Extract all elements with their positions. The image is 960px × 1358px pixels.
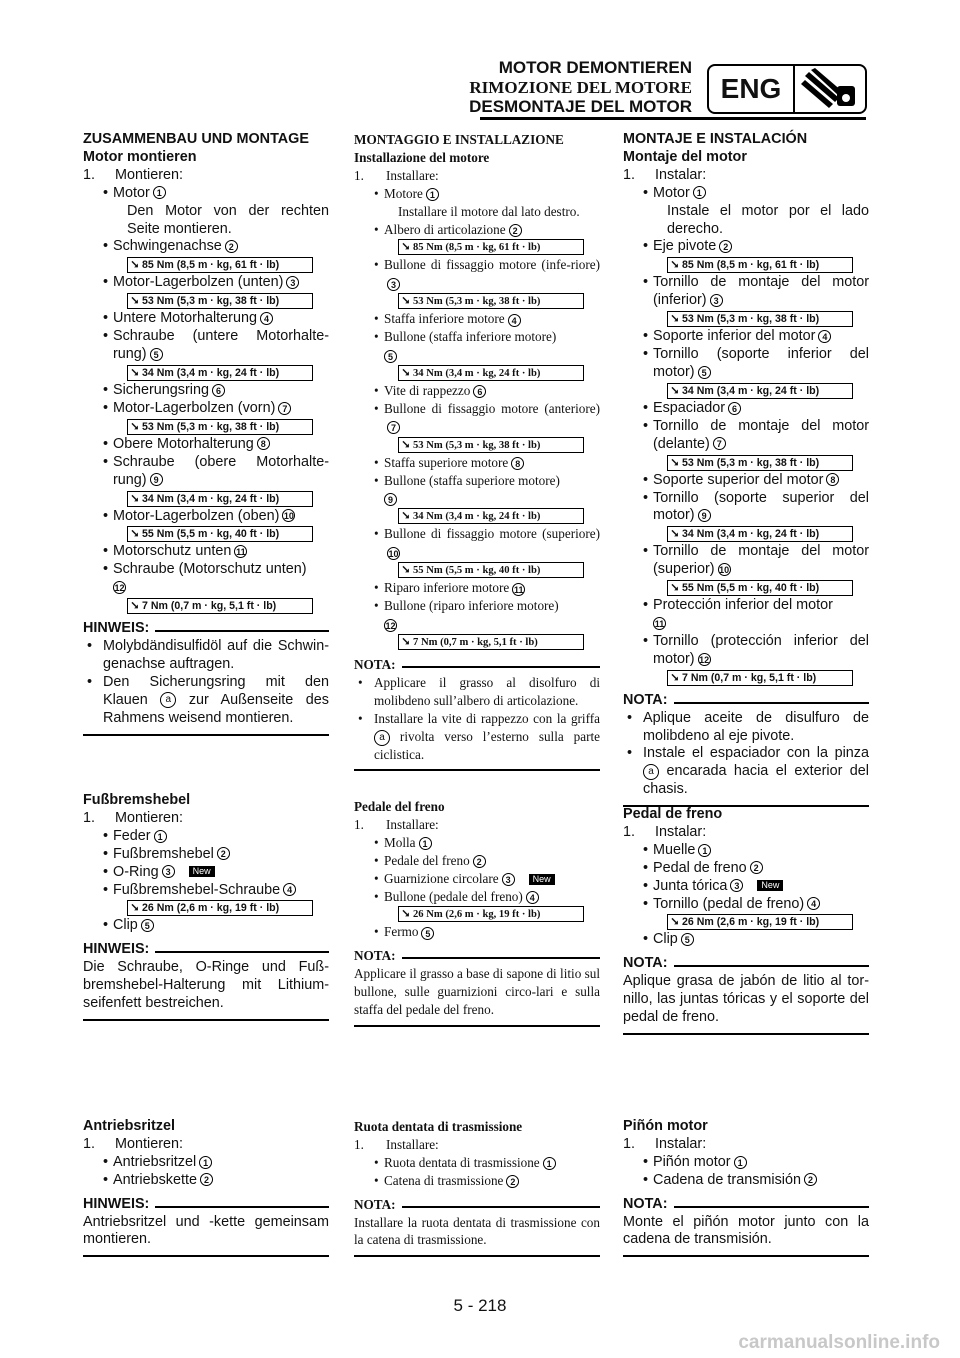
list-item: • Junta tórica 3 New (623, 878, 869, 896)
torque-spec: ⭨ 34 Nm (3,4 m · kg, 24 ft · lb) (667, 383, 853, 399)
torque-spec: ⭨ 53 Nm (5,3 m · kg, 38 ft · lb) (127, 419, 313, 435)
wrench-icon: ⭨ (131, 528, 139, 541)
wrench-icon: ⭨ (131, 492, 139, 505)
header-title-es: DESMONTAJE DEL MOTOR (469, 97, 692, 116)
list-item: • Fußbremshebel-Schraube 4 (83, 882, 329, 900)
note-item: • Applicare il grasso al disolfuro di molibdeno sull’albero di articolazione. (354, 674, 600, 710)
note-end-rule (354, 769, 600, 771)
list-item: • Tornillo de montaje del motor (superior) 10 (623, 543, 869, 579)
note-text: Installare la ruota dentata di trasmissione con la catena di trasmissione. (354, 1214, 600, 1248)
wrench-icon: ⭨ (402, 295, 410, 308)
torque-spec: ⭨ 85 Nm (8,5 m · kg, 61 ft · lb) (667, 257, 853, 273)
section-subtitle: Fußbremshebel (83, 792, 191, 808)
wrench-icon: ⭨ (402, 635, 410, 648)
list-item: • Motor 1 (623, 185, 869, 203)
list-item: • Bullone (staffa inferiore motore) 5 (354, 328, 600, 364)
note-header: NOTA: (354, 1196, 600, 1214)
list-item: • Motor-Lagerbolzen (vorn) 7 (83, 400, 329, 418)
torque-spec: ⭨ 55 Nm (5,5 m · kg, 40 ft · lb) (667, 580, 853, 596)
list-item: • Fußbremshebel 2 (83, 846, 329, 864)
wrench-icon: ⭨ (402, 564, 410, 577)
list-item: • Riparo inferiore motore 11 (354, 579, 600, 597)
list-item: • Ruota dentata di trasmissione 1 (354, 1154, 600, 1172)
wrench-icon: ⭨ (402, 241, 410, 254)
torque-spec: ⭨ 7 Nm (0,7 m · kg, 5,1 ft · lb) (127, 598, 313, 614)
section-subtitle: Piñón motor (623, 1118, 708, 1134)
torque-spec: ⭨ 85 Nm (8,5 m · kg, 61 ft · lb) (398, 239, 584, 255)
list-item: • Molla 1 (354, 834, 600, 852)
note-end-rule (83, 1255, 329, 1257)
list-item: • Vite di rappezzo 6 (354, 382, 600, 400)
list-item: • Bullone (riparo inferiore motore) 12 (354, 597, 600, 633)
note-end-rule (354, 1255, 600, 1257)
list-item: • Eje pivote 2 (623, 238, 869, 256)
list-item: • Bullone di fissaggio motore (superiore)10 (354, 525, 600, 561)
wrench-icon: ⭨ (131, 600, 139, 613)
list-item: • Feder 1 (83, 828, 329, 846)
list-item: • Clip 5 (623, 931, 869, 949)
callout-8: 8 (257, 437, 270, 450)
section-subtitle: Installazione del motore (354, 149, 490, 165)
section-subtitle: Ruota dentata di trasmissione (354, 1119, 523, 1134)
torque-spec: ⭨ 34 Nm (3,4 m · kg, 24 ft · lb) (127, 491, 313, 507)
note-text: Antriebsritzel und -kette gemeinsam montieren. (83, 1213, 329, 1248)
step-number: 1. (83, 166, 96, 183)
note-item: • Installare la vite di rappezzo con la griffa a rivolta verso l’esterno sulla parte ciclistica. (354, 710, 600, 764)
wrench-icon: ⭨ (131, 902, 139, 915)
list-item: • Protección inferior del motor 11 (623, 597, 869, 633)
note-end-rule (83, 1019, 329, 1021)
list-item: • Untere Motorhalterung 4 (83, 310, 329, 328)
list-item: • Bullone (pedale del freno) 4 (354, 888, 600, 906)
list-item: • Staffa inferiore motore 4 (354, 310, 600, 328)
list-item: • Schwingenachse 2 (83, 238, 329, 256)
wrench-icon: ⭨ (131, 366, 139, 379)
callout-2: 2 (225, 240, 238, 253)
list-item: • Clip 5 (83, 917, 329, 935)
wrench-icon: ⭨ (402, 366, 410, 379)
wrench-icon: ⭨ (131, 420, 139, 433)
list-item: • Fermo 5 (354, 923, 600, 941)
callout-7: 7 (278, 402, 291, 415)
note-text: Applicare il grasso a base di sapone di litio sul bullone, sulle guarnizioni circo-lari e sulla staffa del pedale del freno. (354, 966, 600, 1018)
callout-1: 1 (153, 186, 166, 199)
list-item: • Antriebsritzel 1 (83, 1154, 329, 1172)
header-title-de: MOTOR DEMONTIEREN (498, 58, 692, 77)
torque-spec: ⭨ 53 Nm (5,3 m · kg, 38 ft · lb) (667, 311, 853, 327)
section-badge (707, 64, 867, 114)
list-item: • Bullone (staffa superiore motore) 9 (354, 472, 600, 508)
wrench-icon: ⭨ (671, 456, 679, 469)
step (83, 167, 329, 185)
list-item: • Motor-Lagerbolzen (unten) 3 (83, 274, 329, 292)
note-item: • Aplique aceite de disulfuro de molibdeno al eje pivote. (623, 710, 869, 746)
badge-divider (793, 66, 795, 112)
step: 1. Installare: (354, 167, 439, 183)
list-item: • Tornillo (soporte inferior del motor) 5 (623, 346, 869, 382)
callout-10: 10 (283, 511, 294, 522)
note-item: • Instale el espaciador con la pinza a encarada hacia el exterior del chasis. (623, 745, 869, 799)
note-header: NOTA: (623, 1196, 869, 1214)
torque-spec: ⭨ 34 Nm (3,4 m · kg, 24 ft · lb) (127, 365, 313, 381)
list-item: • Tornillo (pedal de freno) 4 (623, 896, 869, 914)
torque-spec: ⭨ 7 Nm (0,7 m · kg, 5,1 ft · lb) (398, 634, 584, 650)
section-subtitle: Montaje del motor (623, 148, 747, 165)
note-header: HINWEIS: (83, 620, 329, 638)
new-part-badge: New (529, 874, 555, 885)
wrench-icon: ⭨ (671, 671, 679, 684)
callout-9: 9 (150, 473, 163, 486)
section-badge-label: ENG (720, 73, 782, 104)
list-item: • Staffa superiore motore 8 (354, 454, 600, 472)
torque-spec: ⭨ 53 Nm (5,3 m · kg, 38 ft · lb) (127, 293, 313, 309)
torque-spec: ⭨ 53 Nm (5,3 m · kg, 38 ft · lb) (667, 455, 853, 471)
callout-12: 12 (114, 582, 125, 593)
list-item: • Guarnizione circolare 3 New (354, 870, 600, 888)
header-titles (292, 58, 692, 116)
wrench-icon: ⭨ (671, 528, 679, 541)
callout-3: 3 (286, 276, 299, 289)
note-item: • Molybdändisulfidöl auf die Schwin-genachse auftragen. (83, 638, 329, 674)
torque-spec: ⭨ 26 Nm (2,6 m · kg, 19 ft · lb) (398, 906, 584, 922)
step: 1. Montieren: (83, 809, 183, 826)
list-item: • Bullone di fissaggio motore (infe-riore)3 (354, 256, 600, 292)
wrench-icon: ⭨ (671, 313, 679, 326)
note-header: NOTA: (623, 955, 869, 973)
callout-5: 5 (150, 348, 163, 361)
wrench-icon: ⭨ (671, 916, 679, 929)
step: 1. Installare: (354, 816, 439, 832)
torque-spec: ⭨ 26 Nm (2,6 m · kg, 19 ft · lb) (667, 914, 853, 930)
torque-spec: ⭨ 55 Nm (5,5 m · kg, 40 ft · lb) (398, 562, 584, 578)
list-item: • Soporte inferior del motor 4 (623, 328, 869, 346)
section-subtitle: Antriebsritzel (83, 1118, 175, 1134)
list-item-note: Den Motor von der rechten Seite montieren. (127, 202, 329, 237)
list-item-note: Installare il motore dal lato destro. (398, 203, 580, 219)
list-item: • Motorschutz unten 11 (83, 543, 329, 561)
engine-icon (797, 68, 865, 112)
torque-spec: ⭨ 34 Nm (3,4 m · kg, 24 ft · lb) (398, 508, 584, 524)
list-item: • Schraube (obere Motorhalte-rung) 9 (83, 454, 329, 490)
wrench-icon: ⭨ (131, 295, 139, 308)
step: 1. Instalar: (623, 1135, 707, 1152)
header-rule (480, 117, 866, 120)
list-item: • Albero di articolazione 2 (354, 221, 600, 239)
torque-spec: ⭨ 7 Nm (0,7 m · kg, 5,1 ft · lb) (667, 670, 853, 686)
callout-a: a (160, 692, 176, 708)
list-item: • Bullone di fissaggio motore (anteriore)7 (354, 400, 600, 436)
wrench-icon: ⭨ (671, 259, 679, 272)
list-item: • Pedal de freno 2 (623, 860, 869, 878)
torque-spec: ⭨ 53 Nm (5,3 m · kg, 38 ft · lb) (398, 437, 584, 453)
note-header: HINWEIS: (83, 941, 329, 959)
wrench-icon: ⭨ (671, 582, 679, 595)
note-header: NOTA: (623, 692, 869, 710)
torque-spec: ⭨ 85 Nm (8,5 m · kg, 61 ft · lb) (127, 257, 313, 273)
wrench-icon: ⭨ (131, 259, 139, 272)
step: 1. Montieren: (83, 1135, 183, 1152)
callout-11: 11 (236, 547, 246, 558)
torque-spec: ⭨ 55 Nm (5,5 m · kg, 40 ft · lb) (127, 526, 313, 542)
list-item: • Motore 1 (354, 185, 600, 203)
list-item: • Catena di trasmissione 2 (354, 1172, 600, 1190)
step: 1. Installare: (354, 1136, 439, 1152)
note-item: • Den Sicherungsring mit den Klauen a zur Außenseite des Rahmens weisend montieren. (83, 674, 329, 728)
list-item: • Motor-Lagerbolzen (oben) 10 (83, 508, 329, 526)
note-text: Monte el piñón motor junto con la cadena de transmisión. (623, 1213, 869, 1248)
note-header: HINWEIS: (83, 1196, 329, 1214)
torque-spec: ⭨ 53 Nm (5,3 m · kg, 38 ft · lb) (398, 293, 584, 309)
list-item: • Tornillo de montaje del motor (inferior) 3 (623, 274, 869, 310)
torque-spec: ⭨ 26 Nm (2,6 m · kg, 19 ft · lb) (127, 900, 313, 916)
list-item: • Piñón motor 1 (623, 1154, 869, 1172)
list-item: • Pedale del freno 2 (354, 852, 600, 870)
list-item: • Schraube (Motorschutz unten) 12 (83, 561, 329, 597)
step: 1. Instalar: (623, 166, 707, 183)
wrench-icon: ⭨ (402, 438, 410, 451)
section-title: MONTAJE E INSTALACIÓN (623, 131, 808, 147)
list-item: • Obere Motorhalterung 8 (83, 436, 329, 454)
note-header: NOTA: (354, 656, 600, 674)
note-end-rule (623, 1033, 869, 1035)
list-item: • O-Ring 3 New (83, 864, 329, 882)
list-item: • Tornillo (protección inferior del motor) 12 (623, 633, 869, 669)
watermark: carmanualsonline.info (738, 1332, 940, 1353)
torque-spec: ⭨ 34 Nm (3,4 m · kg, 24 ft · lb) (398, 365, 584, 381)
step: 1. Instalar: (623, 823, 707, 840)
list-item: • Tornillo (soporte superior del motor) 9 (623, 490, 869, 526)
section-subtitle: Motor montieren (83, 148, 197, 165)
step-label: Montieren: (115, 166, 183, 183)
list-item: • Motor 1 (83, 185, 329, 203)
wrench-icon: ⭨ (402, 908, 410, 921)
list-item: • Espaciador 6 (623, 400, 869, 418)
section-subtitle: Pedal de freno (623, 806, 723, 822)
list-item: • Tornillo de montaje del motor (delante) 7 (623, 418, 869, 454)
list-item-note: Instale el motor por el lado derecho. (667, 202, 869, 237)
note-text: Die Schraube, O-Ringe und Fuß-bremshebel-Halterung mit Lithium-seifenfett bestreichen. (83, 959, 329, 1012)
callout-6: 6 (212, 384, 225, 397)
note-end-rule (83, 734, 329, 736)
header-title-it: RIMOZIONE DEL MOTORE (469, 78, 692, 97)
note-end-rule (623, 1255, 869, 1257)
wrench-icon: ⭨ (402, 510, 410, 523)
callout-4: 4 (260, 312, 273, 325)
list-item: • Schraube (untere Motorhalte-rung) 5 (83, 328, 329, 364)
torque-spec: ⭨ 34 Nm (3,4 m · kg, 24 ft · lb) (667, 526, 853, 542)
note-end-rule (354, 1025, 600, 1027)
list-item: • Sicherungsring 6 (83, 382, 329, 400)
page-number: 5 - 218 (453, 1296, 507, 1315)
new-part-badge: New (757, 880, 783, 891)
section-subtitle: Pedale del freno (354, 799, 445, 814)
new-part-badge: New (189, 866, 215, 877)
list-item: • Antriebskette 2 (83, 1172, 329, 1190)
note-header: NOTA: (354, 947, 600, 965)
list-item: • Soporte superior del motor 8 (623, 472, 869, 490)
wrench-icon: ⭨ (671, 384, 679, 397)
section-title: MONTAGGIO E INSTALLAZIONE (354, 132, 564, 147)
note-text: Aplique grasa de jabón de litio al tor-nillo, las juntas tóricas y el soporte del pedal de freno. (623, 973, 869, 1026)
section-title: ZUSAMMENBAU UND MONTAGE (83, 131, 309, 147)
list-item: • Muelle 1 (623, 842, 869, 860)
list-item: • Cadena de transmisión 2 (623, 1172, 869, 1190)
